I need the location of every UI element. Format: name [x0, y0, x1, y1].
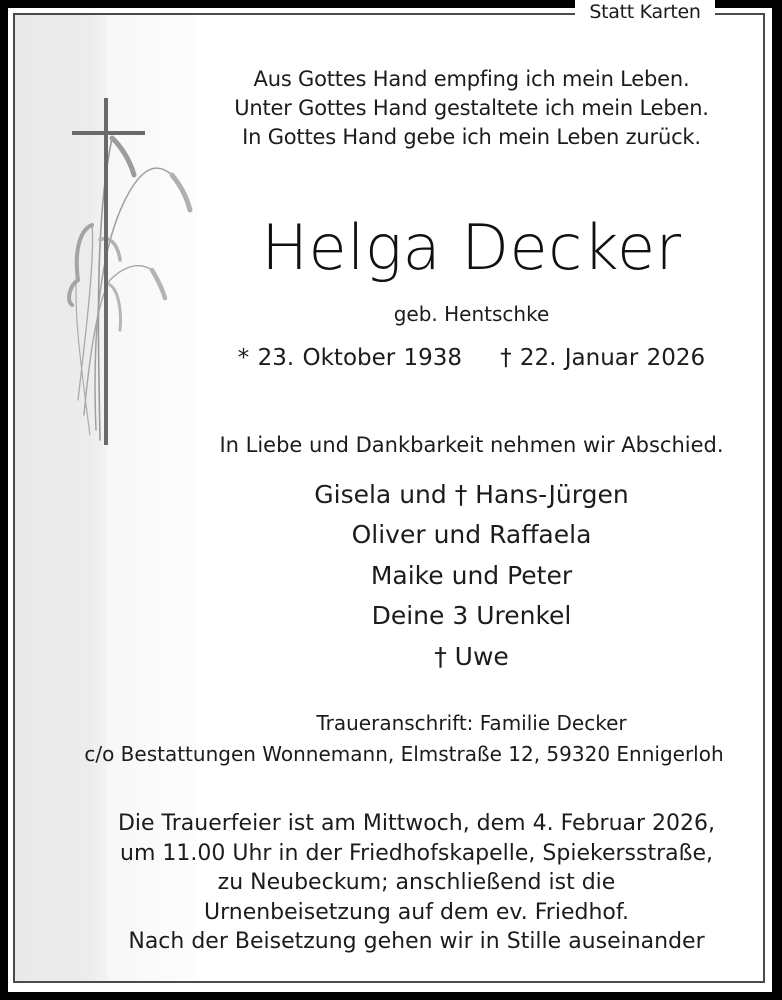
header-label: Statt Karten: [589, 1, 701, 23]
family-member-4: Deine 3 Urenkel: [371, 601, 572, 630]
verse-line-2: Unter Gottes Hand gestaltete ich mein Leben.: [234, 96, 709, 120]
service-line-5: Nach der Beisetzung gehen wir in Stille auseinander: [128, 929, 705, 954]
family-member-2: Oliver und Raffaela: [351, 520, 592, 549]
family-member-1: Gisela und † Hans-Jürgen: [314, 480, 629, 509]
statt-karten-label: [575, 0, 715, 24]
service-line-2: um 11.00 Uhr in der Friedhofskapelle, Spiekersstraße,: [120, 841, 713, 866]
deceased-name: Helga Decker: [261, 211, 682, 284]
maiden-name: geb. Hentschke: [393, 302, 550, 326]
address-line-1: Traueranschrift: Familie Decker: [316, 711, 627, 735]
farewell-line: In Liebe und Dankbarkeit nehmen wir Abschied.: [219, 433, 724, 457]
obituary-content: [13, 13, 765, 983]
service-line-1: Die Trauerfeier ist am Mittwoch, dem 4. Februar 2026,: [117, 811, 716, 836]
family-member-3: Maike und Peter: [370, 561, 573, 590]
family-member-5: † Uwe: [434, 642, 509, 671]
verse-line-1: Aus Gottes Hand empfing ich mein Leben.: [253, 67, 690, 91]
service-line-3: zu Neubeckum; anschließend ist die: [217, 870, 616, 895]
life-dates: [178, 345, 765, 371]
birth-date: * 23. Oktober 1938: [237, 345, 463, 371]
death-date: † 22. Januar 2026: [500, 345, 706, 371]
address-line-2: c/o Bestattungen Wonnemann, Elmstraße 12, 59320 Ennigerloh: [84, 742, 724, 766]
service-line-4: Urnenbeisetzung auf dem ev. Friedhof.: [204, 900, 629, 925]
verse-line-3: In Gottes Hand gebe ich mein Leben zurück.: [242, 125, 701, 149]
